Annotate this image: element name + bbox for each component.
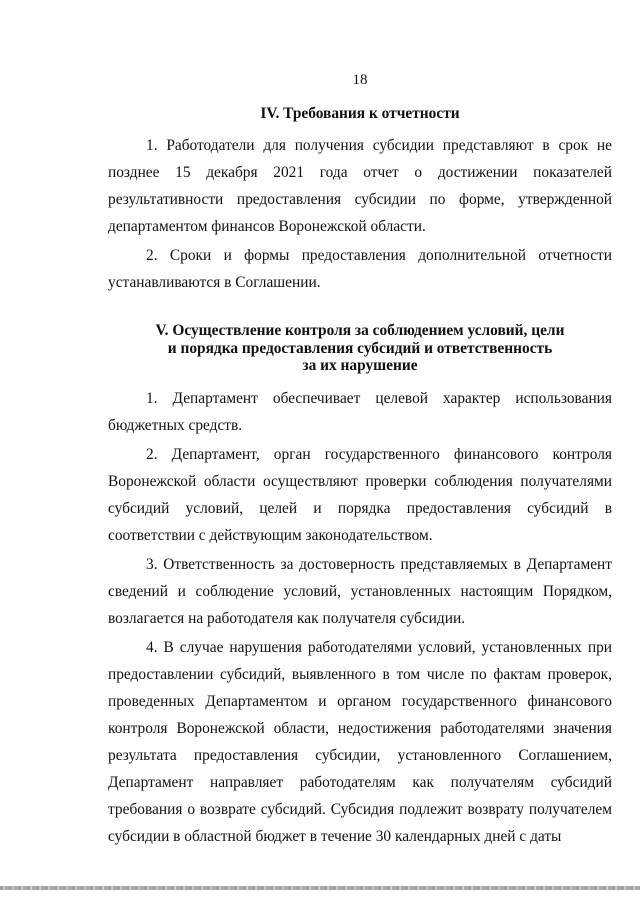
section-5-title-line-2: и порядка предоставления субсидий и ответственность: [167, 339, 553, 357]
section-5-paragraph-1: 1. Департамент обеспечивает целевой характер использования бюджетных средств.: [108, 389, 612, 434]
section-5-title: [108, 322, 612, 375]
section-4-title: IV. Требования к отчетности: [260, 105, 460, 122]
section-5-paragraph-3: 3. Ответственность за достоверность представляемых в Департамент сведений и соблюдение условий, установленных настоящим Порядком, возлагается на работодателя как получателя субсидии.: [108, 555, 612, 627]
section-4-paragraph-1: 1. Работодатели для получения субсидии представляют в срок не позднее 15 декабря 2021 года отчет о достижении показателей результативности предоставления субсидии по форме, утвержденной департаментом финансов Воронежской области.: [108, 137, 612, 235]
section-5-paragraph-2: 2. Департамент, орган государственного финансового контроля Воронежской области осуществляют проверки соблюдения получателями субсидий условий, целей и порядка предоставления субсидий в соответствии с действующим законодательством.: [108, 445, 612, 544]
section-5-title-line-1: V. Осуществление контроля за соблюдением условий, цели: [155, 322, 565, 339]
document-body: [108, 100, 612, 850]
section-5-title-line-3: за их нарушение: [302, 357, 418, 374]
scan-bottom-edge: [0, 886, 640, 890]
section-5-paragraph-4: 4. В случае нарушения работодателями условий, установленных при предоставлении субсидий, выявленного в том числе по фактам проверок, проведенных Департаментом и органом государственного финансового контроля Воронежской области, недостижения работодателями значения результата предоставления субсидии, установленного Соглашением, Департамент направляет работодателям как получателям субсидий требования о возврате субсидий. Субсидия подлежит возврату получателем субсидии в областной бюджет в течение 30 календарных дней с даты: [108, 638, 612, 845]
page-number: 18: [352, 72, 368, 88]
section-4-paragraph-2: 2. Сроки и формы предоставления дополнительной отчетности устанавливаются в Соглашении.: [108, 247, 612, 291]
